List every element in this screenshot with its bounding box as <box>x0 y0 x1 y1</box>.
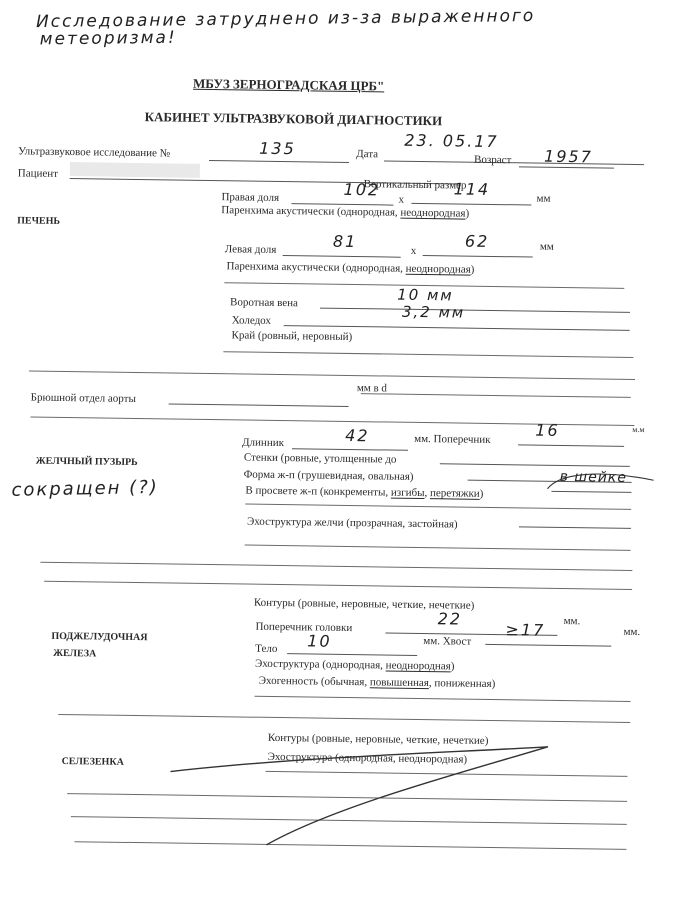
section-pancreas-2: ЖЕЛЕЗА <box>53 647 97 660</box>
handwritten-pancreas-tail: ≥17 <box>505 620 546 640</box>
pancreas-head-label: Поперечник головки <box>255 620 353 635</box>
handwritten-choledoch: 3,2 мм <box>401 302 466 322</box>
handwritten-date: 23. 05.17 <box>404 130 499 152</box>
aorta-label: Брюшной отдел аорты <box>30 391 136 406</box>
pancreas-contours-label: Контуры (ровные, неровные, четкие, нечеткие) <box>253 596 475 612</box>
gb-lumen-marked-2: перетяжки <box>429 487 480 500</box>
aorta-unit: мм в d <box>356 382 388 395</box>
organization-title: МБУЗ ЗЕРНОГРАДСКАЯ ЦРБ" <box>193 75 385 94</box>
gb-unit: м.м <box>632 424 645 435</box>
portal-vein-label: Воротная вена <box>229 296 298 310</box>
liver-parenchyma-2-close: ) <box>470 263 475 276</box>
pancreas-echogenicity-marked: повышенная <box>369 676 429 690</box>
liver-parenchyma-1-marked: неоднородная <box>400 206 466 220</box>
gb-note-enclosure-stroke <box>547 473 653 490</box>
choledoch-label: Холедох <box>231 314 272 327</box>
handwritten-header-line1: Исследование затруднено из-за выраженного <box>35 6 536 33</box>
section-pancreas-1: ПОДЖЕЛУДОЧНАЯ <box>51 630 148 644</box>
left-lobe-x: х <box>410 244 417 257</box>
gb-walls-label: Стенки (ровные, утолщенные до <box>243 451 397 466</box>
gb-width-label: мм. Поперечник <box>414 432 491 446</box>
right-lobe-label: Правая доля <box>221 191 280 204</box>
pancreas-echogenicity-rest: , пониженная) <box>428 677 496 691</box>
right-lobe-x: х <box>398 193 405 206</box>
liver-parenchyma-2-marked: неоднородная <box>405 262 471 276</box>
pancreas-echo-marked: неоднородная <box>385 659 451 673</box>
spleen-echo-label: Эхоструктура (однородная, неоднородная) <box>267 750 468 766</box>
handwritten-header-line2: метеоризма! <box>39 27 177 50</box>
pancreas-head-mm: мм. <box>563 615 581 628</box>
spleen-contours-label: Контуры (ровные, неровные, четкие, нечеткие) <box>267 731 489 747</box>
spleen-strike-stroke <box>169 742 547 849</box>
handwritten-pancreas-body: 10 <box>307 631 332 651</box>
handwritten-gallbladder-note: сокращен (?) <box>11 476 159 501</box>
age-label: Возраст <box>473 153 512 167</box>
handwritten-left-lobe-2: 62 <box>464 231 490 251</box>
cabinet-title: КАБИНЕТ УЛЬТРАЗВУКОВОЙ ДИАГНОСТИКИ <box>144 109 443 129</box>
section-spleen: СЕЛЕЗЕНКА <box>61 756 124 768</box>
pancreas-tail-label: мм. Хвост <box>423 635 472 648</box>
study-number-label: Ультразвуковое исследование № <box>18 145 171 160</box>
liver-parenchyma-2-text: Паренхима акустически (однородная, <box>226 260 404 275</box>
patient-label: Пациент <box>17 167 59 180</box>
gb-lumen-text: В просвете ж-п (конкременты, <box>245 484 389 499</box>
gb-lumen-close: ) <box>479 487 484 500</box>
gb-lumen-comma: , <box>424 487 428 500</box>
handwritten-portal-vein: 10 мм <box>397 285 454 305</box>
left-lobe-label: Левая доля <box>224 243 277 256</box>
handwritten-birth-year: 1957 <box>543 146 593 167</box>
handwritten-study-number: 135 <box>259 138 296 159</box>
vertical-size-label: Вертикальный размер <box>363 178 467 192</box>
handwritten-gb-width: 16 <box>535 420 560 440</box>
section-gallbladder: ЖЕЛЧНЫЙ ПУЗЫРЬ <box>35 455 138 469</box>
handwritten-gb-lumen: в шейке <box>559 468 628 486</box>
handwritten-gb-length: 42 <box>345 425 370 446</box>
gb-lumen-marked-1: изгибы <box>390 486 425 500</box>
gb-length-label: Длинник <box>242 436 285 450</box>
handwritten-right-lobe-1: 102 <box>343 179 381 200</box>
section-liver: ПЕЧЕНЬ <box>17 215 61 227</box>
liver-edge-label: Край (ровный, неровный) <box>231 329 353 344</box>
gb-echo-label: Эхоструктура желчи (прозрачная, застойная) <box>246 515 458 531</box>
pancreas-echo-text: Эхоструктура (однородная, <box>254 657 384 672</box>
liver-parenchyma-1-text: Паренхима акустически (однородная, <box>221 204 398 219</box>
handwritten-pancreas-head: 22 <box>437 609 463 629</box>
handwritten-left-lobe-1: 81 <box>332 231 358 252</box>
pancreas-body-label: Тело <box>255 642 278 656</box>
pancreas-echogenicity-text: Эхогенность (обычная, <box>258 674 368 689</box>
right-lobe-mm: мм <box>536 192 551 205</box>
gb-form-label: Форма ж-п (грушевидная, овальная) <box>243 468 414 483</box>
left-lobe-mm: мм <box>539 240 554 253</box>
handwritten-right-lobe-2: 114 <box>453 179 491 199</box>
pancreas-echo-close: ) <box>450 660 455 673</box>
date-label: Дата <box>356 148 379 161</box>
liver-parenchyma-1-close: ) <box>465 207 470 220</box>
pancreas-tail-mm: мм. <box>623 625 641 639</box>
